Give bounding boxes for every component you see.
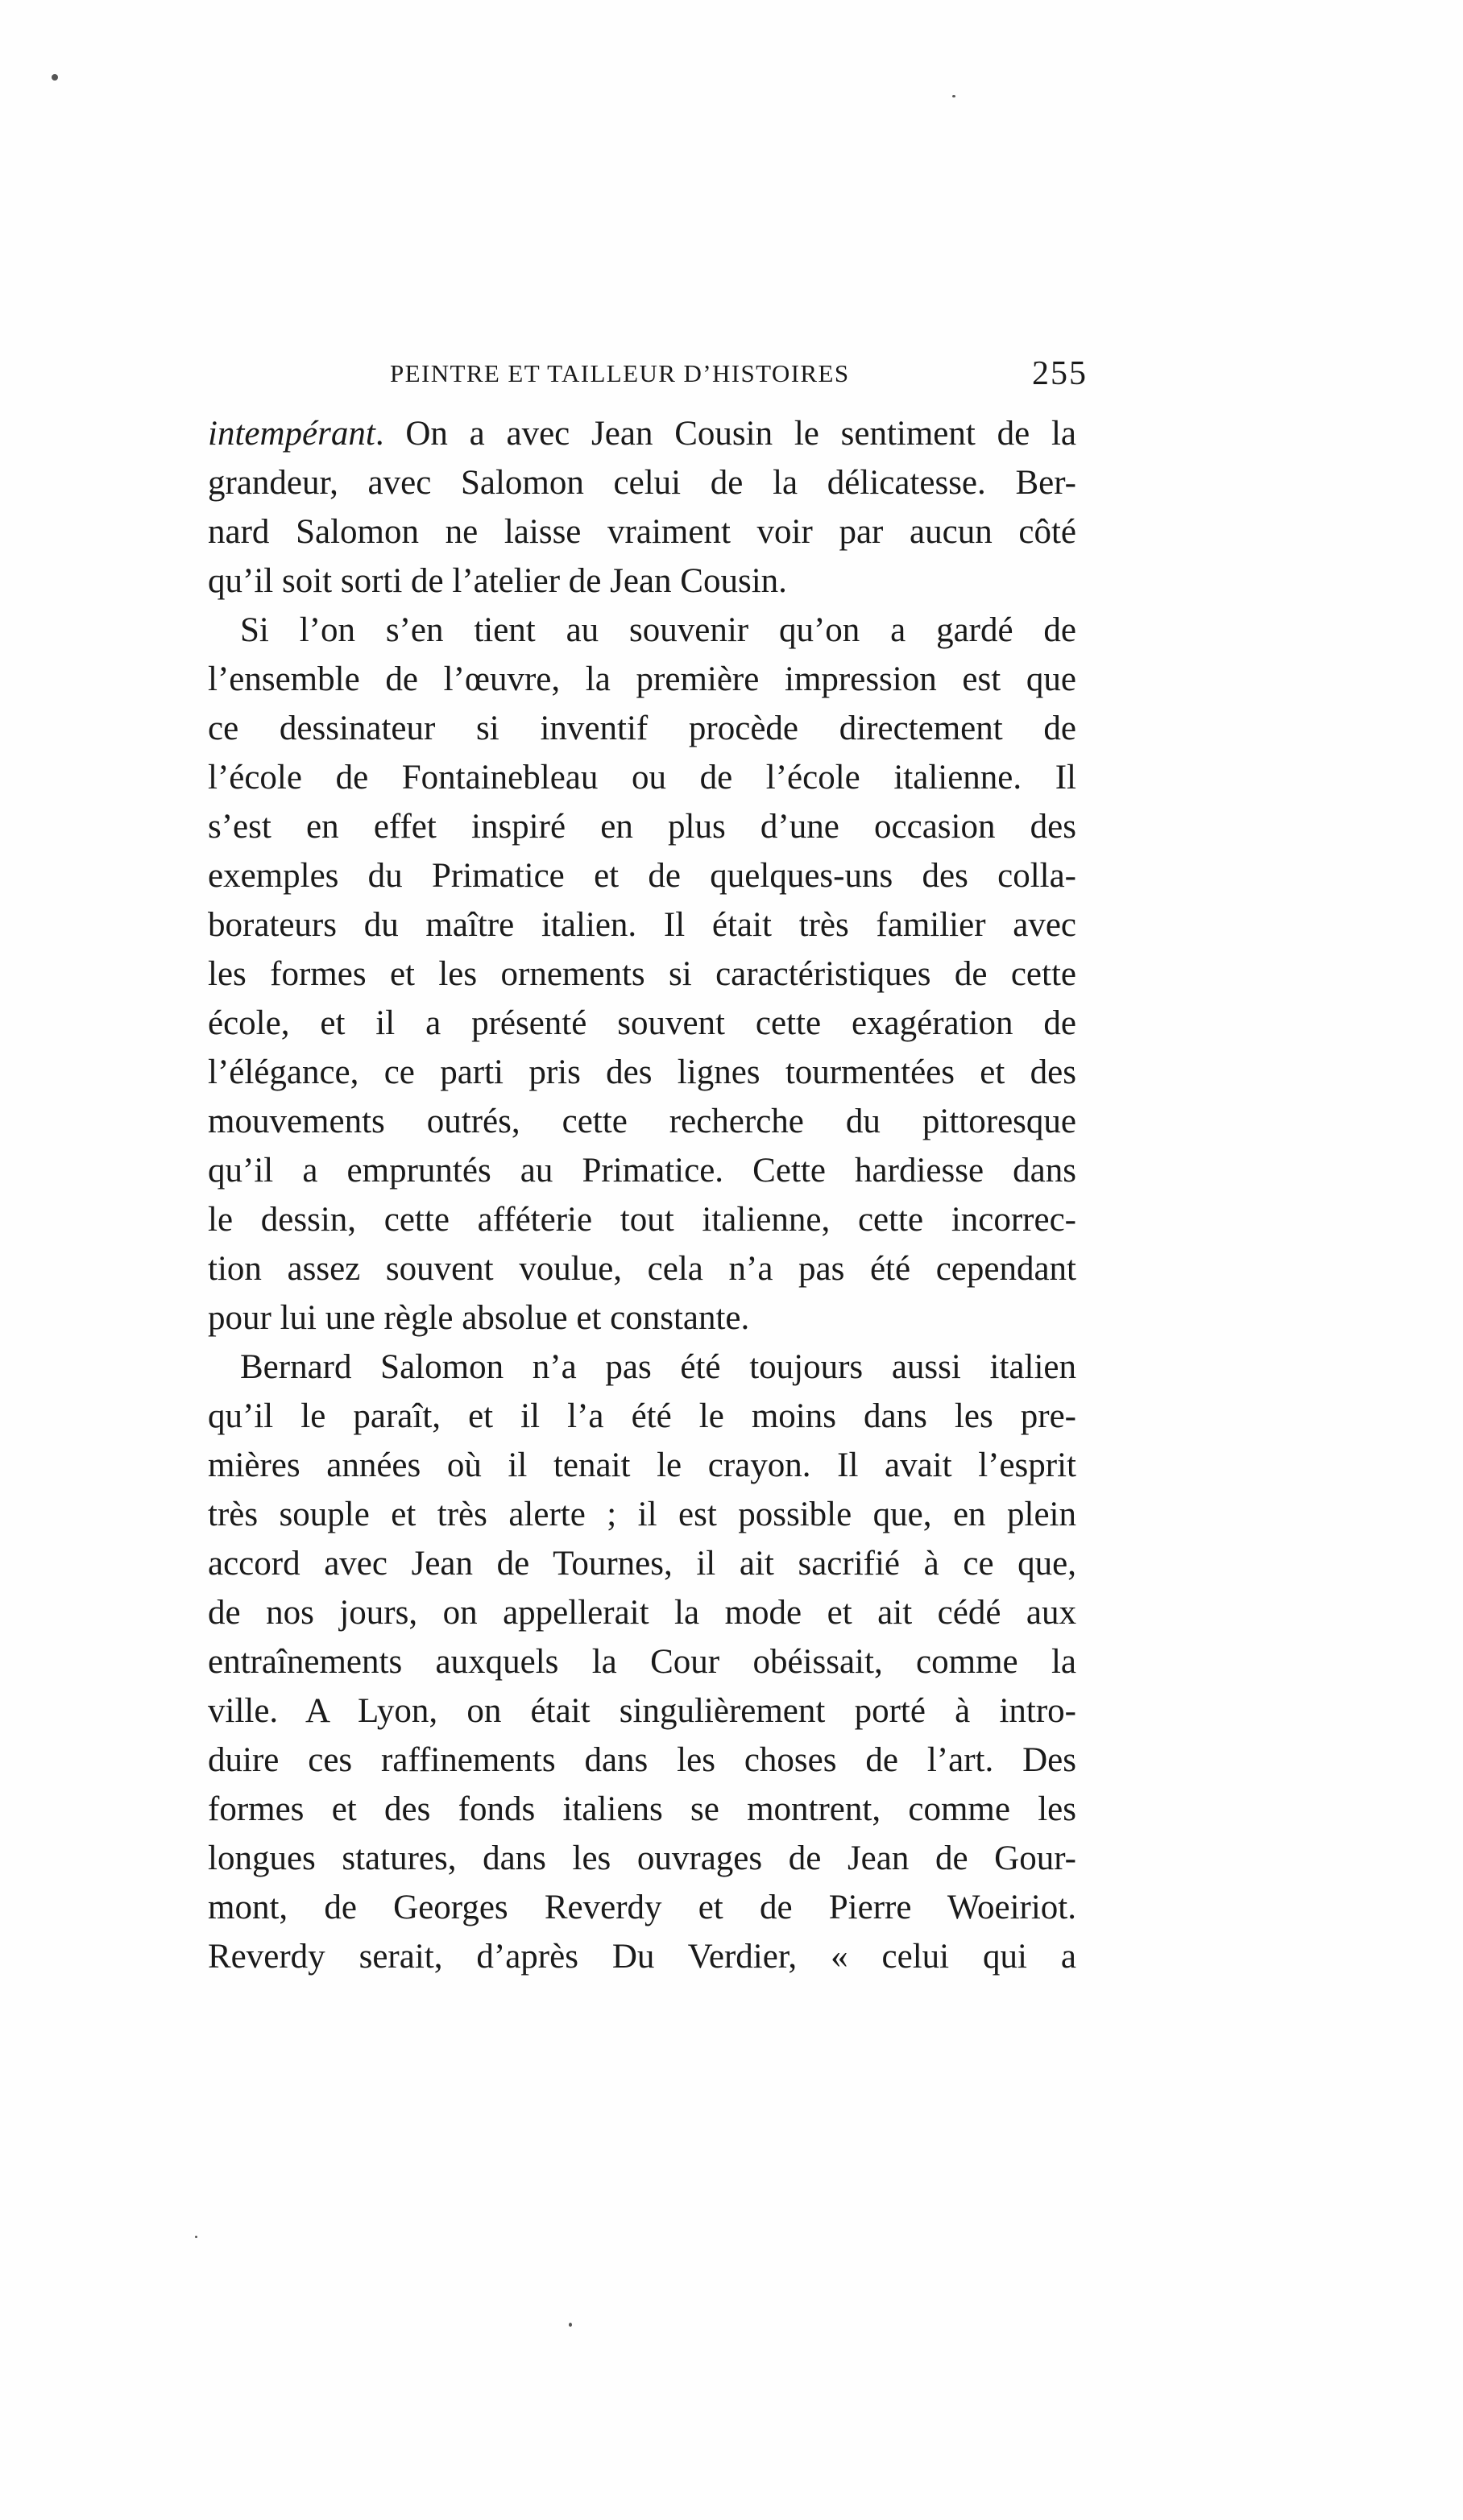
text-line: de nos jours, on appellerait la mode et ait cédé aux [208, 1594, 1076, 1632]
text-line: Reverdy serait, d’après Du Verdier, « celui qui a [208, 1938, 1076, 1976]
text-line: entraînements auxquels la Cour obéissait, comme la [208, 1643, 1076, 1681]
text-line: ce dessinateur si inventif procède directement de [208, 710, 1076, 747]
text-line: qu’il a empruntés au Primatice. Cette hardiesse dans [208, 1152, 1076, 1190]
ink-speck [569, 2323, 572, 2327]
running-title: PEINTRE ET TAILLEUR D’HISTOIRES [390, 359, 850, 387]
paragraph [208, 409, 1076, 606]
text-line: qu’il le paraît, et il l’a été le moins dans les pre- [208, 1397, 1076, 1435]
text-line: les formes et les ornements si caractéristiques de cette [208, 955, 1076, 993]
text-line: mières années où il tenait le crayon. Il avait l’esprit [208, 1446, 1076, 1484]
text-line: l’élégance, ce parti pris des lignes tourmentées et des [208, 1053, 1076, 1091]
text-line: duire ces raffinements dans les choses de l’art. Des [208, 1741, 1076, 1779]
text-line: exemples du Primatice et de quelques-uns des colla- [208, 857, 1076, 895]
ink-speck [195, 2236, 197, 2238]
text-line: ville. A Lyon, on était singulièrement porté à intro- [208, 1692, 1076, 1730]
text-line: pour lui une règle absolue et constante. [208, 1299, 750, 1337]
paragraph [208, 606, 1076, 1343]
text-line: le dessin, cette afféterie tout italienne, cette incorrec- [208, 1201, 1076, 1239]
text-line: formes et des fonds italiens se montrent, comme les [208, 1790, 1076, 1828]
body-text [208, 409, 1076, 1981]
ink-speck [952, 95, 955, 97]
text-line: longues statures, dans les ouvrages de Jean de Gour- [208, 1839, 1076, 1877]
text-line: grandeur, avec Salomon celui de la délicatesse. Ber- [208, 464, 1076, 502]
text-line: borateurs du maître italien. Il était très familier avec [208, 906, 1076, 944]
line-text: . On a avec Jean Cousin le sentiment de la [375, 415, 1076, 453]
italic-word: intempérant [208, 415, 375, 453]
text-line: mouvements outrés, cette recherche du pittoresque [208, 1103, 1076, 1140]
text-line: nard Salomon ne laisse vraiment voir par aucun côté [208, 513, 1076, 551]
text-line: l’école de Fontainebleau ou de l’école italienne. Il [208, 759, 1076, 797]
text-line: école, et il a présenté souvent cette exagération de [208, 1004, 1076, 1042]
text-line: mont, de Georges Reverdy et de Pierre Woeiriot. [208, 1889, 1076, 1926]
text-line: accord avec Jean de Tournes, il ait sacrifié à ce que, [208, 1545, 1076, 1583]
text-line: s’est en effet inspiré en plus d’une occasion des [208, 808, 1076, 846]
text-line [208, 409, 1076, 458]
paragraph [208, 1343, 1076, 1981]
text-line: Si l’on s’en tient au souvenir qu’on a gardé de [240, 611, 1076, 649]
text-line: très souple et très alerte ; il est possible que, en plein [208, 1496, 1076, 1533]
text-line: Bernard Salomon n’a pas été toujours aussi italien [240, 1348, 1076, 1386]
ink-speck [52, 74, 58, 81]
page-number: 255 [1032, 355, 1088, 392]
text-line: qu’il soit sorti de l’atelier de Jean Cousin. [208, 562, 787, 600]
text-line: tion assez souvent voulue, cela n’a pas été cependant [208, 1250, 1076, 1288]
page-header [205, 354, 1088, 399]
text-line: l’ensemble de l’œuvre, la première impression est que [208, 660, 1076, 698]
